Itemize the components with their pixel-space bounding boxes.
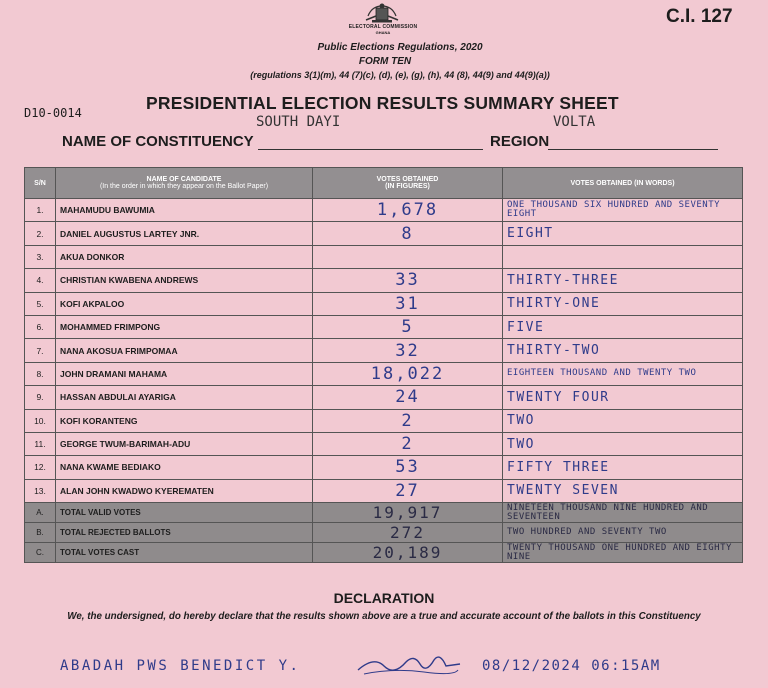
signature-icon: [354, 648, 464, 680]
signer-name: ABADAH PWS BENEDICT Y.: [60, 658, 301, 674]
votes-words: THIRTY-TWO: [503, 339, 743, 362]
region-label: REGION: [490, 133, 550, 150]
candidate-name: JOHN DRAMANI MAHAMA: [56, 362, 313, 385]
votes-figures: 1,678: [313, 199, 503, 222]
row-sn: 1.: [25, 199, 56, 222]
votes-words: NINETEEN THOUSAND NINE HUNDRED AND SEVENTEEN: [503, 503, 743, 523]
candidate-name: NANA KWAME BEDIAKO: [56, 456, 313, 479]
regulation-references: (regulations 3(1)(m), 44 (7)(c), (d), (e), (g), (h), 44 (8), 44(9) and 44(9)(a)): [250, 70, 550, 80]
candidate-name: GEORGE TWUM-BARIMAH-ADU: [56, 432, 313, 455]
table-row: [25, 199, 743, 222]
row-sn: 13.: [25, 479, 56, 502]
header-figures-sub: (IN FIGURES): [385, 183, 430, 190]
commission-name: ELECTORAL COMMISSION: [348, 24, 418, 30]
candidate-name: TOTAL VALID VOTES: [56, 503, 313, 523]
commission-country: GHANA: [375, 30, 391, 35]
candidate-name: TOTAL VOTES CAST: [56, 543, 313, 563]
table-row: [25, 479, 743, 502]
results-table: [24, 167, 743, 563]
votes-figures: 2: [313, 409, 503, 432]
table-header-row: [25, 168, 743, 199]
votes-figures: 2: [313, 432, 503, 455]
votes-words: ONE THOUSAND SIX HUNDRED AND SEVENTY EIGHT: [503, 199, 743, 222]
header-sn: S/N: [25, 168, 56, 199]
row-sn: 5.: [25, 292, 56, 315]
row-sn: B.: [25, 523, 56, 543]
table-row: [25, 409, 743, 432]
votes-figures: 5: [313, 315, 503, 338]
row-sn: 2.: [25, 222, 56, 245]
table-row: [25, 292, 743, 315]
region-value: VOLTA: [553, 114, 596, 130]
total-row: [25, 543, 743, 563]
row-sn: 4.: [25, 269, 56, 292]
row-sn: C.: [25, 543, 56, 563]
row-sn: 7.: [25, 339, 56, 362]
votes-figures: [313, 245, 503, 268]
candidate-name: TOTAL REJECTED BALLOTS: [56, 523, 313, 543]
regulations-title: Public Elections Regulations, 2020: [317, 42, 483, 53]
table-row: [25, 456, 743, 479]
votes-figures: 27: [313, 479, 503, 502]
votes-figures: 31: [313, 292, 503, 315]
row-sn: 10.: [25, 409, 56, 432]
serial-code: D10-0014: [24, 106, 82, 120]
votes-figures: 33: [313, 269, 503, 292]
constituency-value: SOUTH DAYI: [256, 114, 341, 130]
votes-words: EIGHT: [503, 222, 743, 245]
votes-words: THIRTY-THREE: [503, 269, 743, 292]
candidate-name: MOHAMMED FRIMPONG: [56, 315, 313, 338]
votes-words: FIFTY THREE: [503, 456, 743, 479]
total-row: [25, 503, 743, 523]
row-sn: 9.: [25, 386, 56, 409]
table-row: [25, 245, 743, 268]
candidate-name: KOFI AKPALOO: [56, 292, 313, 315]
votes-words: EIGHTEEN THOUSAND AND TWENTY TWO: [503, 362, 743, 385]
table-row: [25, 362, 743, 385]
votes-words: [503, 245, 743, 268]
candidate-name: MAHAMUDU BAWUMIA: [56, 199, 313, 222]
form-code: C.I. 127: [666, 6, 733, 27]
candidate-name: CHRISTIAN KWABENA ANDREWS: [56, 269, 313, 292]
header-figures-label: VOTES OBTAINED: [376, 176, 439, 183]
votes-words: TWO: [503, 409, 743, 432]
declaration-text: We, the undersigned, do hereby declare that the results shown above are a true and accurate account of the ballots in this Constituency: [67, 611, 701, 622]
header-candidate: [56, 168, 313, 199]
constituency-line: [258, 149, 483, 150]
votes-words: TWO HUNDRED AND SEVENTY TWO: [503, 523, 743, 543]
votes-words: TWENTY FOUR: [503, 386, 743, 409]
header-candidate-label: NAME OF CANDIDATE: [146, 176, 222, 183]
row-sn: 12.: [25, 456, 56, 479]
candidate-name: AKUA DONKOR: [56, 245, 313, 268]
table-row: [25, 315, 743, 338]
votes-figures: 24: [313, 386, 503, 409]
row-sn: 11.: [25, 432, 56, 455]
header-candidate-sub: (In the order in which they appear on the Ballot Paper): [99, 183, 269, 190]
header-words: VOTES OBTAINED (IN WORDS): [503, 168, 743, 199]
header-figures: [313, 168, 503, 199]
candidate-name: KOFI KORANTENG: [56, 409, 313, 432]
votes-words: TWENTY SEVEN: [503, 479, 743, 502]
page-title: PRESIDENTIAL ELECTION RESULTS SUMMARY SHEET: [146, 93, 619, 113]
region-line: [548, 149, 718, 150]
votes-figures: 53: [313, 456, 503, 479]
votes-words: TWO: [503, 432, 743, 455]
votes-words: TWENTY THOUSAND ONE HUNDRED AND EIGHTY NINE: [503, 543, 743, 563]
candidate-name: DANIEL AUGUSTUS LARTEY JNR.: [56, 222, 313, 245]
votes-figures: 32: [313, 339, 503, 362]
total-row: [25, 523, 743, 543]
votes-figures: 272: [313, 523, 503, 543]
row-sn: A.: [25, 503, 56, 523]
row-sn: 3.: [25, 245, 56, 268]
coat-of-arms-icon: [362, 2, 402, 24]
votes-figures: 20,189: [313, 543, 503, 563]
constituency-label: NAME OF CONSTITUENCY: [62, 133, 254, 150]
votes-figures: 19,917: [313, 503, 503, 523]
votes-words: THIRTY-ONE: [503, 292, 743, 315]
declaration-title: DECLARATION: [333, 590, 435, 606]
row-sn: 6.: [25, 315, 56, 338]
signature-date: 08/12/2024 06:15AM: [482, 658, 661, 674]
table-row: [25, 339, 743, 362]
table-row: [25, 432, 743, 455]
form-number: FORM TEN: [358, 56, 412, 67]
table-row: [25, 269, 743, 292]
votes-figures: 8: [313, 222, 503, 245]
table-row: [25, 386, 743, 409]
candidate-name: ALAN JOHN KWADWO KYEREMATEN: [56, 479, 313, 502]
table-row: [25, 222, 743, 245]
candidate-name: NANA AKOSUA FRIMPOMAA: [56, 339, 313, 362]
row-sn: 8.: [25, 362, 56, 385]
votes-words: FIVE: [503, 315, 743, 338]
votes-figures: 18,022: [313, 362, 503, 385]
candidate-name: HASSAN ABDULAI AYARIGA: [56, 386, 313, 409]
